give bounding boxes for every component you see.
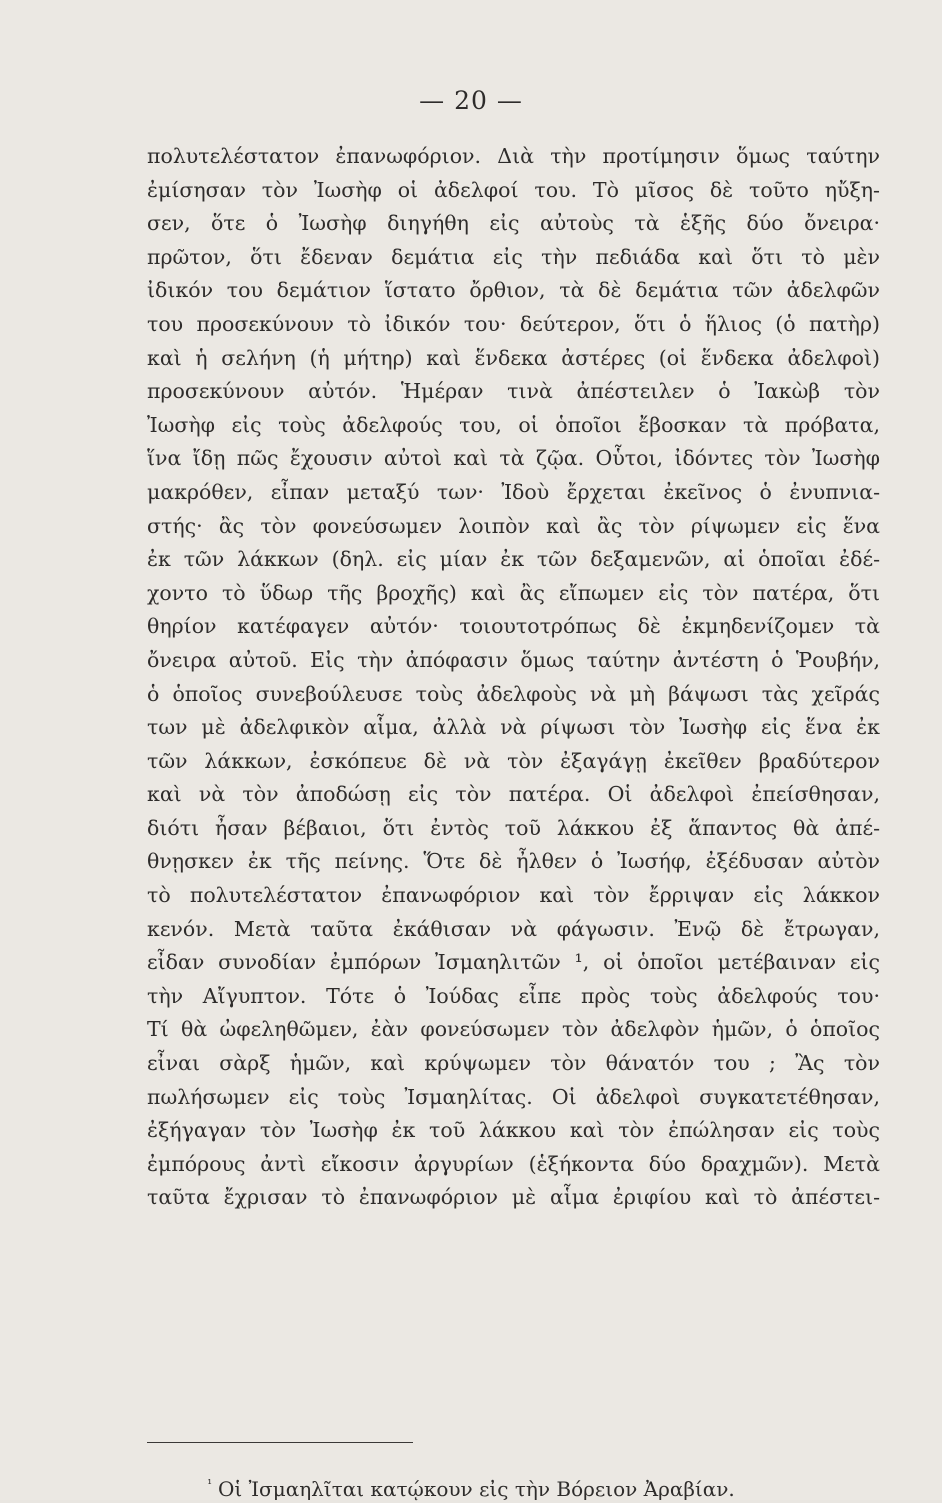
- text-line: προσεκύνουν αὐτόν. Ἡμέραν τινὰ ἀπέστειλεν ὁ Ἰακὼβ τὸν: [147, 379, 880, 404]
- text-line: ἰδικόν του δεμάτιον ἵστατο ὄρθιον, τὰ δὲ δεμάτια τῶν ἀδελφῶν: [147, 278, 880, 303]
- text-line: ἐμπόρους ἀντὶ εἴκοσιν ἀργυρίων (ἑξήκοντα δύο δραχμῶν). Μετὰ: [147, 1151, 880, 1176]
- text-line: θηρίον κατέφαγεν αὐτόν· τοιουτοτρόπως δὲ ἐκμηδενίζομεν τὰ: [147, 614, 880, 639]
- text-line: καὶ ἡ σελήνη (ἡ μήτηρ) καὶ ἕνδεκα ἀστέρες (οἱ ἕνδεκα ἀδελφοὶ): [147, 345, 880, 370]
- text-line: εἶναι σὰρξ ἡμῶν, καὶ κρύψωμεν τὸν θάνατόν του ; Ἂς τὸν: [147, 1051, 880, 1076]
- text-line: πωλήσωμεν εἰς τοὺς Ἰσμαηλίτας. Οἱ ἀδελφοὶ συγκατετέθησαν,: [147, 1084, 880, 1109]
- text-line: ἐκ τῶν λάκκων (δηλ. εἰς μίαν ἐκ τῶν δεξαμενῶν, αἱ ὁποῖαι ἐδέ-: [147, 547, 880, 572]
- text-line: σεν, ὅτε ὁ Ἰωσὴφ διηγήθη εἰς αὐτοὺς τὰ ἑξῆς δύο ὄνειρα·: [147, 211, 880, 236]
- text-line: στής· ἂς τὸν φονεύσωμεν λοιπὸν καὶ ἂς τὸν ρίψωμεν εἰς ἕνα: [147, 513, 880, 538]
- text-line: ἐξήγαγαν τὸν Ἰωσὴφ ἐκ τοῦ λάκκου καὶ τὸν ἐπώλησαν εἰς τοὺς: [147, 1118, 880, 1143]
- text-line: τῶν λάκκων, ἐσκόπευε δὲ νὰ τὸν ἐξαγάγῃ ἐκεῖθεν βραδύτερον: [147, 748, 880, 773]
- text-line: ὁ ὁποῖος συνεβούλευσε τοὺς ἀδελφοὺς νὰ μὴ βάψωσι τὰς χεῖράς: [147, 681, 880, 706]
- text-line: μακρόθεν, εἶπαν μεταξύ των· Ἰδοὺ ἔρχεται ἐκεῖνος ὁ ἐνυπνια-: [147, 479, 880, 504]
- text-line: ἵνα ἴδῃ πῶς ἔχουσιν αὐτοὶ καὶ τὰ ζῷα. Οὗτοι, ἰδόντες τὸν Ἰωσὴφ: [147, 446, 880, 471]
- footnote: [0, 1470, 942, 1503]
- text-line: χοντο τὸ ὕδωρ τῆς βροχῆς) καὶ ἂς εἴπωμεν εἰς τὸν πατέρα, ὅτι: [147, 580, 880, 605]
- text-line: διότι ἦσαν βέβαιοι, ὅτι ἐντὸς τοῦ λάκκου ἐξ ἅπαντος θὰ ἀπέ-: [147, 815, 880, 840]
- text-line: πολυτελέστατον ἐπανωφόριον. Διὰ τὴν προτίμησιν ὅμως ταύτην: [147, 144, 880, 168]
- body-text: [147, 140, 880, 1215]
- footnote-divider: [147, 1442, 413, 1443]
- page-number: — 20 —: [419, 86, 523, 115]
- text-line: τὸ πολυτελέστατον ἐπανωφόριον καὶ τὸν ἔρριψαν εἰς λάκκον: [147, 883, 880, 908]
- text-line: θνῃσκεν ἐκ τῆς πείνης. Ὅτε δὲ ἦλθεν ὁ Ἰωσήφ, ἐξέδυσαν αὐτὸν: [147, 849, 880, 874]
- text-line: Τί θὰ ὠφεληθῶμεν, ἐὰν φονεύσωμεν τὸν ἀδελφὸν ἡμῶν, ὁ ὁποῖος: [147, 1017, 880, 1042]
- text-line: ταῦτα ἔχρισαν τὸ ἐπανωφόριον μὲ αἷμα ἐριφίου καὶ τὸ ἀπέστει-: [147, 1185, 880, 1210]
- text-line: πρῶτον, ὅτι ἔδεναν δεμάτια εἰς τὴν πεδιάδα καὶ ὅτι τὸ μὲν: [147, 244, 880, 269]
- text-line: εἶδαν συνοδίαν ἐμπόρων Ἰσμαηλιτῶν ¹, οἱ ὁποῖοι μετέβαιναν εἰς: [147, 950, 880, 975]
- text-line: τὴν Αἴγυπτον. Τότε ὁ Ἰούδας εἶπε πρὸς τοὺς ἀδελφούς του·: [147, 983, 880, 1008]
- text-line: κενόν. Μετὰ ταῦτα ἐκάθισαν νὰ φάγωσιν. Ἐνῷ δὲ ἔτρωγαν,: [147, 916, 880, 941]
- text-line: καὶ νὰ τὸν ἀποδώσῃ εἰς τὸν πατέρα. Οἱ ἀδελφοὶ ἐπείσθησαν,: [147, 782, 880, 807]
- footnote-marker: ¹: [207, 1477, 213, 1491]
- text-line: Ἰωσὴφ εἰς τοὺς ἀδελφούς του, οἱ ὁποῖοι ἔβοσκαν τὰ πρόβατα,: [147, 412, 880, 437]
- text-line: ὄνειρα αὐτοῦ. Εἰς τὴν ἀπόφασιν ὅμως ταύτην ἀντέστη ὁ Ῥουβήν,: [147, 647, 880, 672]
- footnote-text: Οἱ Ἰσμαηλῖται κατῴκουν εἰς τὴν Βόρειον Ἀραβίαν.: [218, 1477, 735, 1501]
- text-line: ἐμίσησαν τὸν Ἰωσὴφ οἱ ἀδελφοί του. Τὸ μῖσος δὲ τοῦτο ηὔξη-: [147, 177, 880, 202]
- text-line: του προσεκύνουν τὸ ἰδικόν του· δεύτερον, ὅτι ὁ ἥλιος (ὁ πατὴρ): [147, 311, 880, 336]
- text-line: των μὲ ἀδελφικὸν αἷμα, ἀλλὰ νὰ ρίψωσι τὸν Ἰωσὴφ εἰς ἕνα ἐκ: [147, 715, 880, 740]
